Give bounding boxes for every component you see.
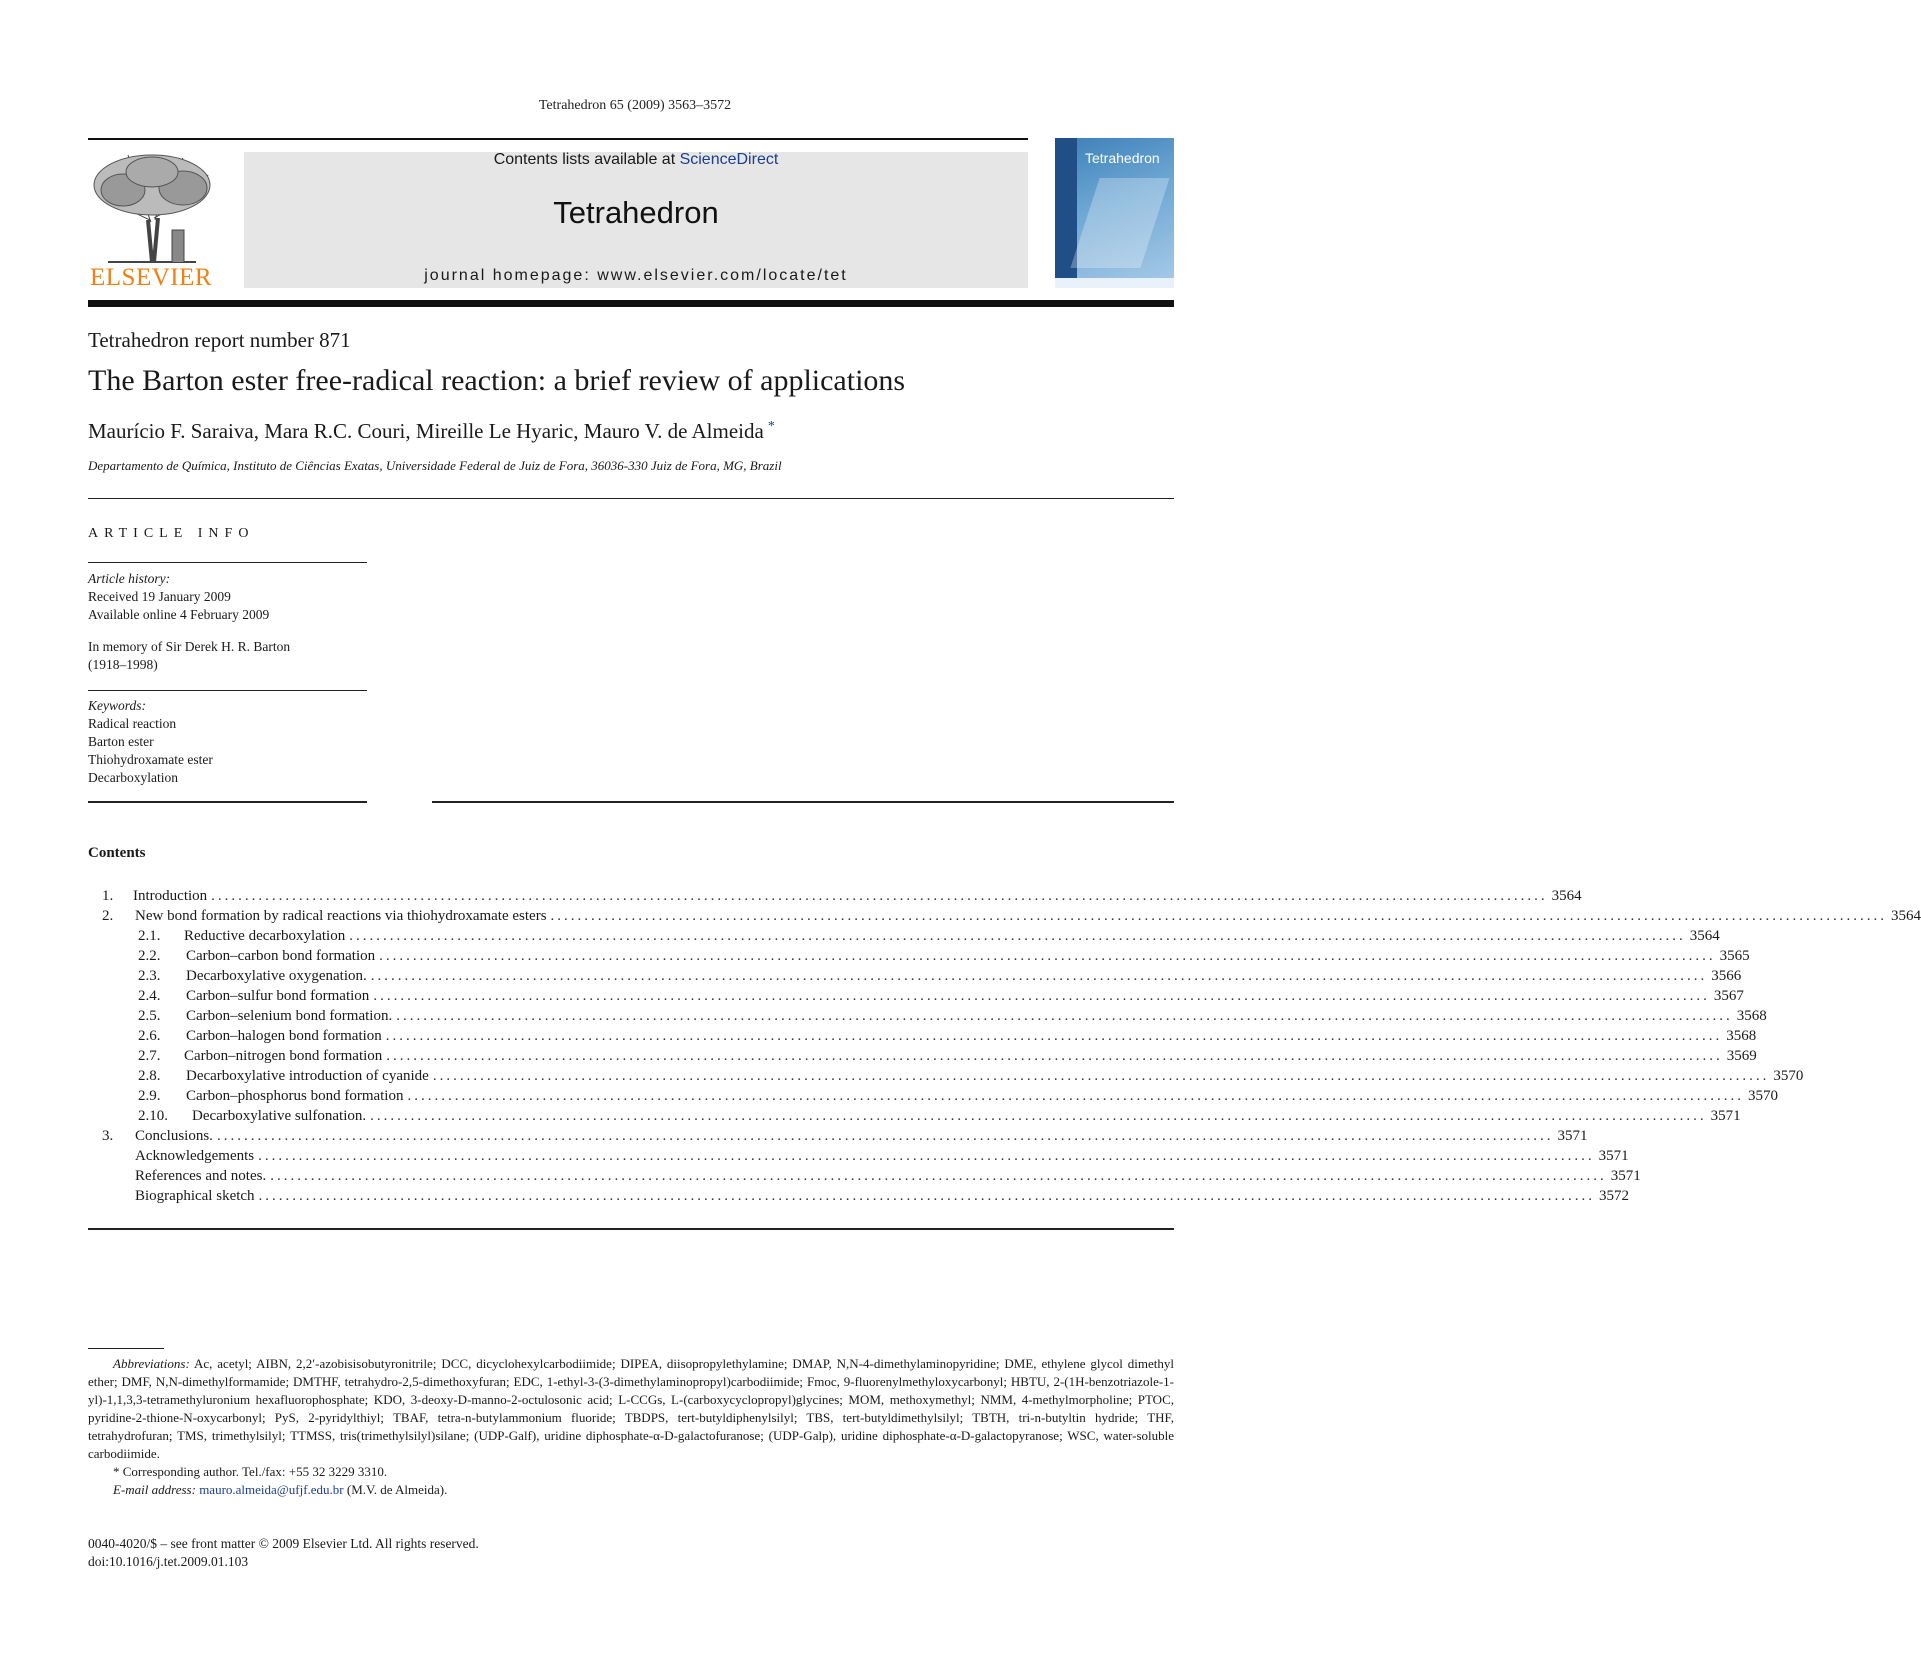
affiliation: Departamento de Química, Instituto de Ciências Exatas, Universidade Federal de Juiz de Fora, 36036-330 Juiz de Fora, MG, Brazil: [88, 458, 782, 473]
journal-homepage[interactable]: journal homepage: www.elsevier.com/locate/tet: [424, 267, 848, 284]
toc-entry[interactable]: [88, 986, 1744, 1006]
abbreviations-label: Abbreviations:: [113, 1356, 190, 1371]
toc-entry[interactable]: [88, 1026, 1757, 1046]
toc-entry[interactable]: [88, 1046, 1757, 1066]
article-info-rule: [88, 562, 367, 563]
toc-page: 3571: [1710, 1108, 1741, 1124]
toc-title: Decarboxylative introduction of cyanide: [186, 1068, 429, 1084]
keywords-rule: [88, 690, 367, 691]
toc-title: Carbon–carbon bond formation: [186, 948, 376, 964]
email-label: E-mail address:: [113, 1482, 196, 1497]
toc-page: 3564: [1689, 928, 1720, 944]
toc-leader: ......................................................................................................................................................................................................: [373, 988, 1710, 1004]
toc-title: Reductive decarboxylation: [184, 928, 346, 944]
dedication-line-1: In memory of Sir Derek H. R. Barton: [88, 639, 291, 654]
toc-title: Carbon–sulfur bond formation: [186, 988, 370, 1004]
journal-citation: Tetrahedron 65 (2009) 3563–3572: [538, 98, 732, 113]
elsevier-logo[interactable]: [88, 150, 216, 292]
header-divider: [88, 498, 1174, 499]
toc-leader: ......................................................................................................................................................................................................: [258, 1188, 1596, 1204]
toc-title: Biographical sketch: [135, 1188, 255, 1204]
toc-title: Acknowledgements: [135, 1148, 255, 1164]
toc-leader: ......................................................................................................................................................................................................: [216, 1128, 1554, 1144]
toc-page: 3571: [1557, 1128, 1588, 1144]
keywords-block: [88, 697, 213, 787]
toc-number: 2.3.: [138, 968, 161, 984]
footnotes: [88, 1355, 1174, 1499]
toc-number: 2.8.: [138, 1068, 161, 1084]
email-suffix: (M.V. de Almeida).: [346, 1482, 448, 1497]
abbreviations-text: Ac, acetyl; AIBN, 2,2′-azobisisobutyronitrile; DCC, dicyclohexylcarbodiimide; DIPEA, diisopropylethylamine; DMAP, N,N-4-dimethylaminopyridine; DME, ethylene glycol dimethyl ether; DMF, N,N-dimethylformamide; DMTHF, tetrahydro-2,5-dimethoxyfuran; EDC, 1-ethyl-3-(3-dimethylaminopropyl)carbodiimide; Fmoc, 9-fluorenylmethyloxycarbonyl; HBTU, 2-(1H-benzotriazole-1-yl)-1,1,3,3-tetramethyluronium hexafluorophosphate; KDO, 3-deoxy-D-manno-2-octulosonic acid; L-CCGs, L-(carboxycyclopropyl)glycines; MOM, methoxymethyl; NMM, 4-methylmorpholine; PTOC, pyridine-2-thione-N-oxycarbonyl; PyS, 2-pyridylthiyl; TBAF, tetra-n-butylammonium fluoride; TBDPS, tert-butyldiphenylsilyl; TBS, tert-butyldimethylsilyl; TBTH, tri-n-butyltin hydride; THF, tetrahydrofuran; TMS, trimethylsilyl; TTMSS, tris(trimethylsilyl)silane; (UDP-Galf), uridine diphosphate-α-D-galactofuranose; (UDP-Galp), uridine diphosphate-α-D-galactopyranose; WSC, water-soluble carbodiimide.: [88, 1356, 1174, 1461]
toc-number: 2.7.: [138, 1048, 161, 1064]
toc-number: 1.: [102, 888, 114, 904]
toc-leader: ......................................................................................................................................................................................................: [432, 1068, 1770, 1084]
email-footnote: [88, 1481, 1174, 1499]
toc-entry[interactable]: [88, 946, 1750, 966]
toc-page: 3568: [1736, 1008, 1767, 1024]
toc-number: 2.10.: [138, 1108, 168, 1124]
toc-entry[interactable]: [88, 1006, 1767, 1026]
doi-line[interactable]: doi:10.1016/j.tet.2009.01.103: [88, 1554, 249, 1569]
toc-number: 2.: [102, 908, 114, 924]
toc-number: 2.4.: [138, 988, 161, 1004]
online-date: Available online 4 February 2009: [88, 607, 270, 622]
keywords-label: Keywords:: [88, 698, 146, 713]
toc-page: 3572: [1599, 1188, 1630, 1204]
authors-text: Maurício F. Saraiva, Mara R.C. Couri, Mireille Le Hyaric, Mauro V. de Almeida: [88, 419, 764, 443]
elsevier-tree-icon: [88, 150, 216, 265]
keyword: Barton ester: [88, 734, 154, 749]
toc-title: References and notes.: [135, 1168, 267, 1184]
toc-title: Carbon–nitrogen bond formation: [184, 1048, 383, 1064]
dedication-line-2: (1918–1998): [88, 657, 158, 672]
table-of-contents: [88, 886, 1921, 1206]
toc-page: 3567: [1713, 988, 1744, 1004]
article-info-heading: ARTICLE INFO: [88, 526, 255, 541]
toc-number: 2.6.: [138, 1028, 161, 1044]
keyword: Thiohydroxamate ester: [88, 752, 213, 767]
report-number: Tetrahedron report number 871: [88, 328, 351, 352]
toc-leader: ......................................................................................................................................................................................................: [370, 968, 1708, 984]
toc-title: New bond formation by radical reactions via thiohydroxamate esters: [135, 908, 547, 924]
toc-title: Decarboxylative sulfonation.: [192, 1108, 367, 1124]
toc-title: Introduction: [133, 888, 208, 904]
toc-entry[interactable]: [88, 1186, 1630, 1206]
toc-leader: ......................................................................................................................................................................................................: [258, 1148, 1595, 1164]
toc-entry[interactable]: [88, 1166, 1641, 1186]
toc-entry[interactable]: [88, 1066, 1804, 1086]
toc-title: Carbon–halogen bond formation: [186, 1028, 382, 1044]
issn-line: 0040-4020/$ – see front matter © 2009 Elsevier Ltd. All rights reserved.: [88, 1536, 479, 1551]
toc-leader: ......................................................................................................................................................................................................: [379, 948, 1716, 964]
toc-page: 3571: [1610, 1168, 1641, 1184]
toc-entry[interactable]: [88, 1146, 1629, 1166]
toc-page: 3566: [1711, 968, 1742, 984]
toc-number: 2.2.: [138, 948, 161, 964]
toc-page: 3565: [1719, 948, 1750, 964]
article-history: [88, 570, 269, 624]
toc-leader: ......................................................................................................................................................................................................: [349, 928, 1686, 944]
sciencedirect-link[interactable]: ScienceDirect: [679, 151, 779, 168]
corresponding-author-footnote: * Corresponding author. Tel./fax: +55 32 3229 3310.: [113, 1464, 388, 1479]
toc-leader: ......................................................................................................................................................................................................: [386, 1048, 1723, 1064]
contents-available-line: [244, 151, 1028, 169]
article-title: The Barton ester free-radical reaction: a brief review of applications: [88, 364, 906, 397]
history-label: Article history:: [88, 571, 171, 586]
cover-title: Tetrahedron: [1085, 150, 1160, 166]
contents-heading: Contents: [88, 845, 146, 861]
email-link[interactable]: mauro.almeida@ufjf.edu.br: [199, 1482, 344, 1497]
article-info-bottom-rule: [88, 801, 367, 803]
toc-entry[interactable]: [88, 906, 1921, 926]
toc-title: Carbon–selenium bond formation.: [186, 1008, 393, 1024]
front-matter: [88, 1535, 479, 1571]
dedication: [88, 638, 290, 674]
toc-page: 3564: [1891, 908, 1921, 924]
abstract-bottom-rule: [432, 801, 1174, 803]
toc-title: Decarboxylative oxygenation.: [186, 968, 367, 984]
toc-number: 2.9.: [138, 1088, 161, 1104]
toc-leader: ......................................................................................................................................................................................................: [270, 1168, 1607, 1184]
contents-bottom-rule: [88, 1228, 1174, 1230]
toc-page: 3570: [1773, 1068, 1804, 1084]
toc-page: 3564: [1551, 888, 1582, 904]
toc-entry[interactable]: [88, 926, 1720, 946]
toc-leader: ......................................................................................................................................................................................................: [550, 908, 1888, 924]
toc-entry[interactable]: [88, 886, 1582, 906]
keyword: Decarboxylation: [88, 770, 178, 785]
toc-entry[interactable]: [88, 966, 1742, 986]
toc-page: 3570: [1747, 1088, 1778, 1104]
toc-entry[interactable]: [88, 1086, 1778, 1106]
cover-shape: [1070, 178, 1169, 268]
toc-title: Conclusions.: [135, 1128, 213, 1144]
toc-page: 3571: [1598, 1148, 1629, 1164]
corresponding-author-mark[interactable]: *: [767, 419, 775, 434]
contents-prefix: Contents lists available at: [493, 151, 680, 168]
toc-entry[interactable]: [88, 1106, 1741, 1126]
toc-entry[interactable]: [88, 1126, 1588, 1146]
toc-page: 3569: [1726, 1048, 1757, 1064]
author-list: [88, 419, 775, 444]
abbreviations-footnote: [88, 1355, 1174, 1463]
toc-number: 2.5.: [138, 1008, 161, 1024]
banner-bottom-rule: [88, 300, 1174, 307]
toc-title: Carbon–phosphorus bond formation: [186, 1088, 404, 1104]
footnote-rule: [88, 1348, 164, 1349]
keyword: Radical reaction: [88, 716, 177, 731]
toc-leader: ......................................................................................................................................................................................................: [370, 1108, 1707, 1124]
toc-number: 3.: [102, 1128, 114, 1144]
journal-banner: [244, 152, 1028, 288]
cover-foot: [1055, 278, 1174, 288]
journal-name: Tetrahedron: [553, 195, 719, 230]
elsevier-wordmark: ELSEVIER: [90, 264, 213, 291]
toc-leader: ......................................................................................................................................................................................................: [407, 1088, 1744, 1104]
journal-cover-image[interactable]: [1055, 138, 1174, 288]
banner-top-rule: [88, 138, 1028, 140]
toc-page: 3568: [1726, 1028, 1757, 1044]
toc-leader: ......................................................................................................................................................................................................: [396, 1008, 1733, 1024]
received-date: Received 19 January 2009: [88, 589, 231, 604]
toc-number: 2.1.: [138, 928, 161, 944]
toc-leader: ......................................................................................................................................................................................................: [385, 1028, 1723, 1044]
toc-leader: ......................................................................................................................................................................................................: [211, 888, 1548, 904]
